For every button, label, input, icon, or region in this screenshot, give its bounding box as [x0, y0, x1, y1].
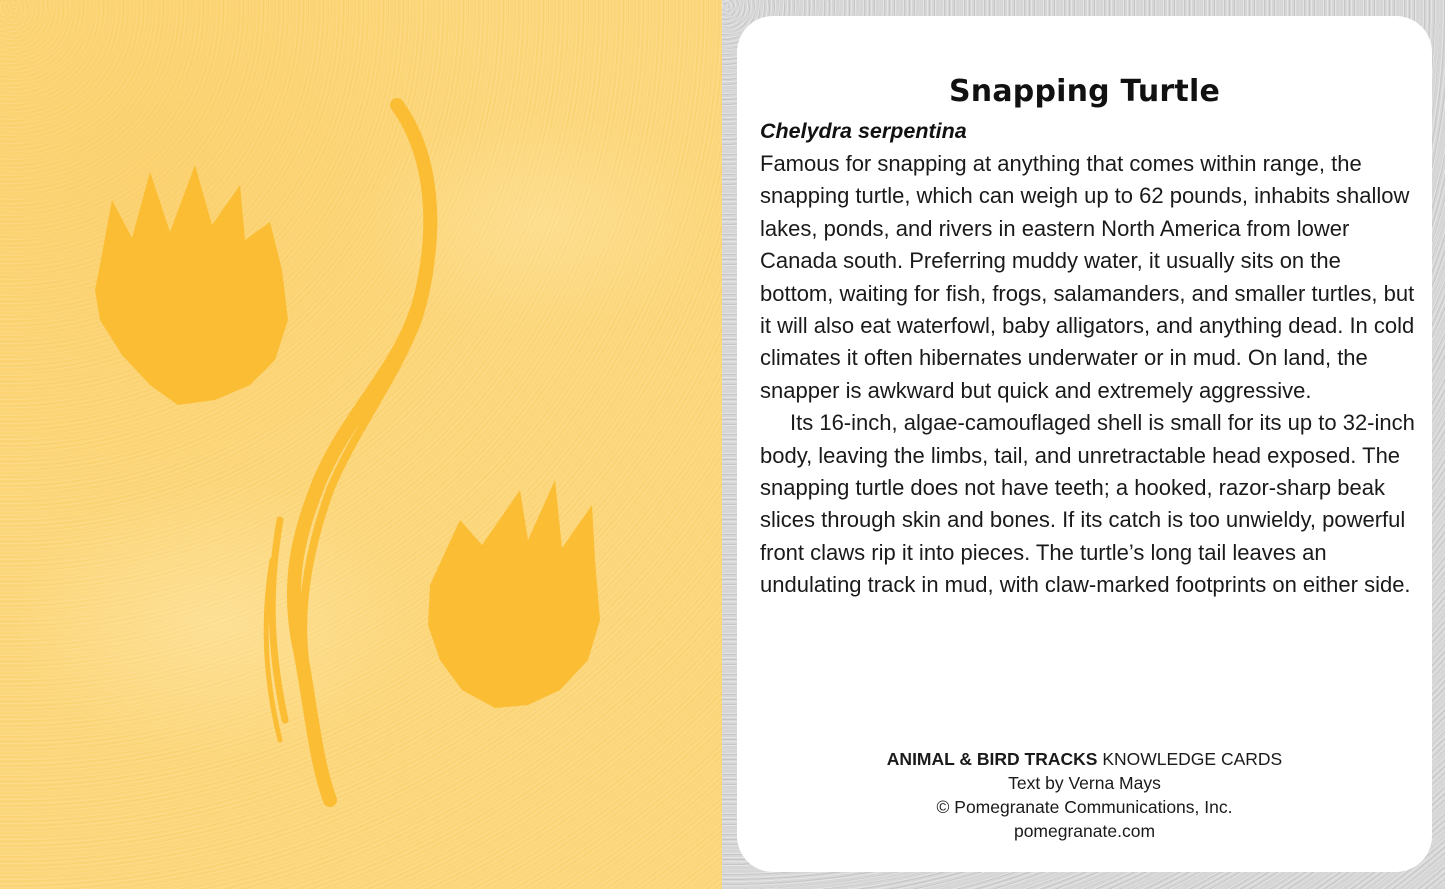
copyright-line: © Pomegranate Communications, Inc.	[936, 797, 1233, 817]
body-paragraph-2: Its 16-inch, algae-camouflaged shell is small for its up to 32-inch body, leaving the limbs, tail, and unretractable head exposed. The snapping turtle does not have teeth; a hooked, razor-sharp beak slices through skin and bones. If its catch is too unwieldy, powerful front claws rip it into pieces. The turtle’s long tail leaves an undulating track in mud, with claw-marked footprints on either side.	[760, 410, 1415, 598]
website-text: pomegranate.com	[1013, 821, 1156, 841]
body-paragraph-1: Famous for snapping at anything that comes within range, the snapping turtle, which can weigh up to 62 pounds, inhabits shallow lakes, ponds, and rivers in eastern North America from lower Canada south. Preferring muddy water, it usually sits on the bottom, waiting for fish, frogs, salamanders, and smaller turtles, but it will also eat waterfowl, baby alligators, and anything dead. In cold climates it often hibernates underwater or in mud. On land, the snapper is awkward but quick and extremely aggressive.	[760, 151, 1415, 403]
card-footer	[737, 747, 1432, 843]
footprint-upper-icon	[95, 165, 288, 405]
series-brand: ANIMAL & BIRD TRACKS	[886, 749, 1098, 769]
series-line	[737, 747, 1432, 771]
card-title: Snapping Turtle	[948, 74, 1220, 109]
card-body	[760, 148, 1420, 602]
turtle-tracks-illustration	[0, 0, 722, 889]
tail-drag-icon	[266, 105, 432, 800]
series-suffix: KNOWLEDGE CARDS	[1097, 749, 1283, 769]
track-illustration-panel	[0, 0, 722, 889]
species-name: Chelydra serpentina	[760, 119, 967, 143]
knowledge-card	[737, 16, 1432, 872]
footprint-lower-icon	[428, 480, 600, 708]
author-credit: Text by Verna Mays	[1008, 773, 1161, 793]
